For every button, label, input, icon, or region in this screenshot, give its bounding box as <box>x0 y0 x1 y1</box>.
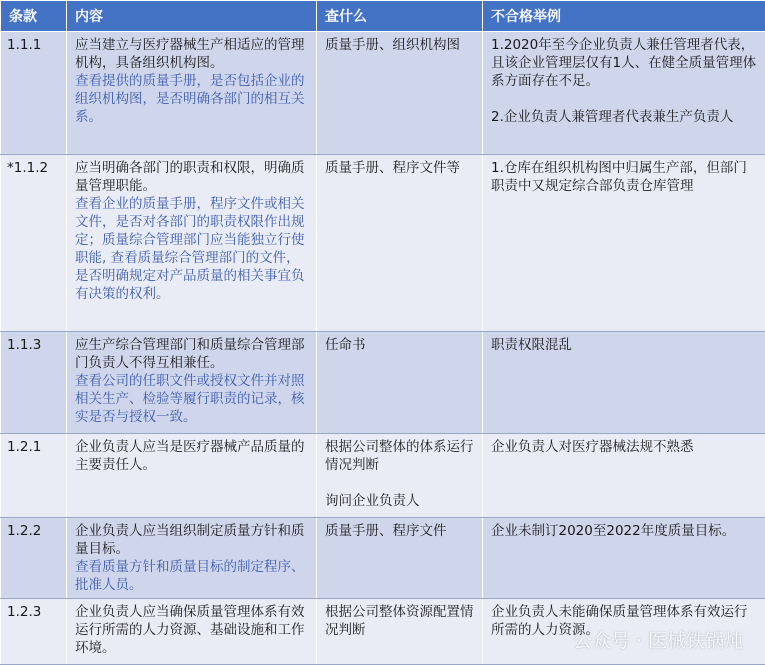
example-cell <box>483 332 765 434</box>
clause-cell: *1.1.2 <box>1 155 67 332</box>
example-cell <box>483 32 765 155</box>
table-row <box>1 518 765 599</box>
example-text: 1.仓库在组织机构图中归属生产部，但部门职责中又规定综合部负责仓库管理 <box>491 160 747 194</box>
header-content: 内容 <box>67 1 317 32</box>
example-text: 1.2020年至今企业负责人兼任管理者代表，且该企业管理层仅有1人、在健全质量管理体系方面存在不足。 <box>491 37 757 89</box>
check-text: 根据公司整体的体系运行情况判断 <box>325 439 474 473</box>
method-text: 查看公司的任职文件或授权文件并对照相关生产、检验等履行职责的记录，核实是否与授权一致。 <box>75 373 305 425</box>
content-cell <box>67 434 317 518</box>
example-text: 企业未制订2020至2022年度质量目标。 <box>491 523 736 539</box>
example-text: 职责权限混乱 <box>491 337 572 353</box>
example-cell <box>483 518 765 599</box>
example-text: 企业负责人对医疗器械法规不熟悉 <box>491 439 694 455</box>
check-text: 质量手册、程序文件 <box>325 523 447 539</box>
clause-cell: 1.2.1 <box>1 434 67 518</box>
requirement-text: 应当明确各部门的职责和权限，明确质量管理职能。 <box>75 160 305 194</box>
content-cell <box>67 155 317 332</box>
table-row <box>1 155 765 332</box>
example-cell <box>483 434 765 518</box>
requirement-text: 企业负责人应当确保质量管理体系有效运行所需的人力资源、基础设施和工作环境。 <box>75 604 305 656</box>
table-header-row <box>1 1 765 32</box>
check-text: 任命书 <box>325 337 366 353</box>
check-text: 询问企业负责人 <box>325 493 420 509</box>
content-cell <box>67 599 317 665</box>
watermark: 公众号 · 医械铁锅炖 <box>572 630 743 652</box>
requirement-text: 应当建立与医疗器械生产相适应的管理机构，具备组织机构图。 <box>75 37 305 71</box>
header-example: 不合格举例 <box>483 1 765 32</box>
requirement-text: 应生产综合管理部门和质量综合管理部门负责人不得互相兼任。 <box>75 337 305 371</box>
table-row <box>1 434 765 518</box>
check-text: 质量手册、程序文件等 <box>325 160 460 176</box>
table-row <box>1 332 765 434</box>
header-clause: 条款 <box>1 1 67 32</box>
example-text: 2.企业负责人兼管理者代表兼生产负责人 <box>491 109 734 125</box>
clause-cell: 1.2.2 <box>1 518 67 599</box>
check-cell <box>317 155 483 332</box>
method-text: 查看质量方针和质量目标的制定程序、批准人员。 <box>75 559 305 593</box>
content-cell <box>67 32 317 155</box>
clause-cell: 1.2.3 <box>1 599 67 665</box>
check-cell <box>317 599 483 665</box>
check-cell <box>317 518 483 599</box>
method-text: 查看提供的质量手册，是否包括企业的组织机构图，是否明确各部门的相互关系。 <box>75 73 305 125</box>
requirement-text: 企业负责人应当组织制定质量方针和质量目标。 <box>75 523 305 557</box>
clause-cell: 1.1.3 <box>1 332 67 434</box>
example-text: 企业负责人未能确保质量管理体系有效运行所需的人力资源。 <box>491 604 748 638</box>
check-text: 根据公司整体资源配置情况判断 <box>325 604 474 638</box>
check-cell <box>317 32 483 155</box>
check-cell <box>317 434 483 518</box>
clause-cell: 1.1.1 <box>1 32 67 155</box>
content-cell <box>67 518 317 599</box>
check-cell <box>317 332 483 434</box>
header-check: 查什么 <box>317 1 483 32</box>
example-cell <box>483 155 765 332</box>
requirement-text: 企业负责人应当是医疗器械产品质量的主要责任人。 <box>75 439 305 473</box>
table-row <box>1 32 765 155</box>
method-text: 查看企业的质量手册，程序文件或相关文件，是否对各部门的职责权限作出规定；质量综合管理部门应当能独立行使职能, 查看质量综合管理部门的文件，是否明确规定对产品质量的相关事宜负有决策的权利。 <box>75 196 305 302</box>
check-text: 质量手册、组织机构图 <box>325 37 460 53</box>
content-cell <box>67 332 317 434</box>
